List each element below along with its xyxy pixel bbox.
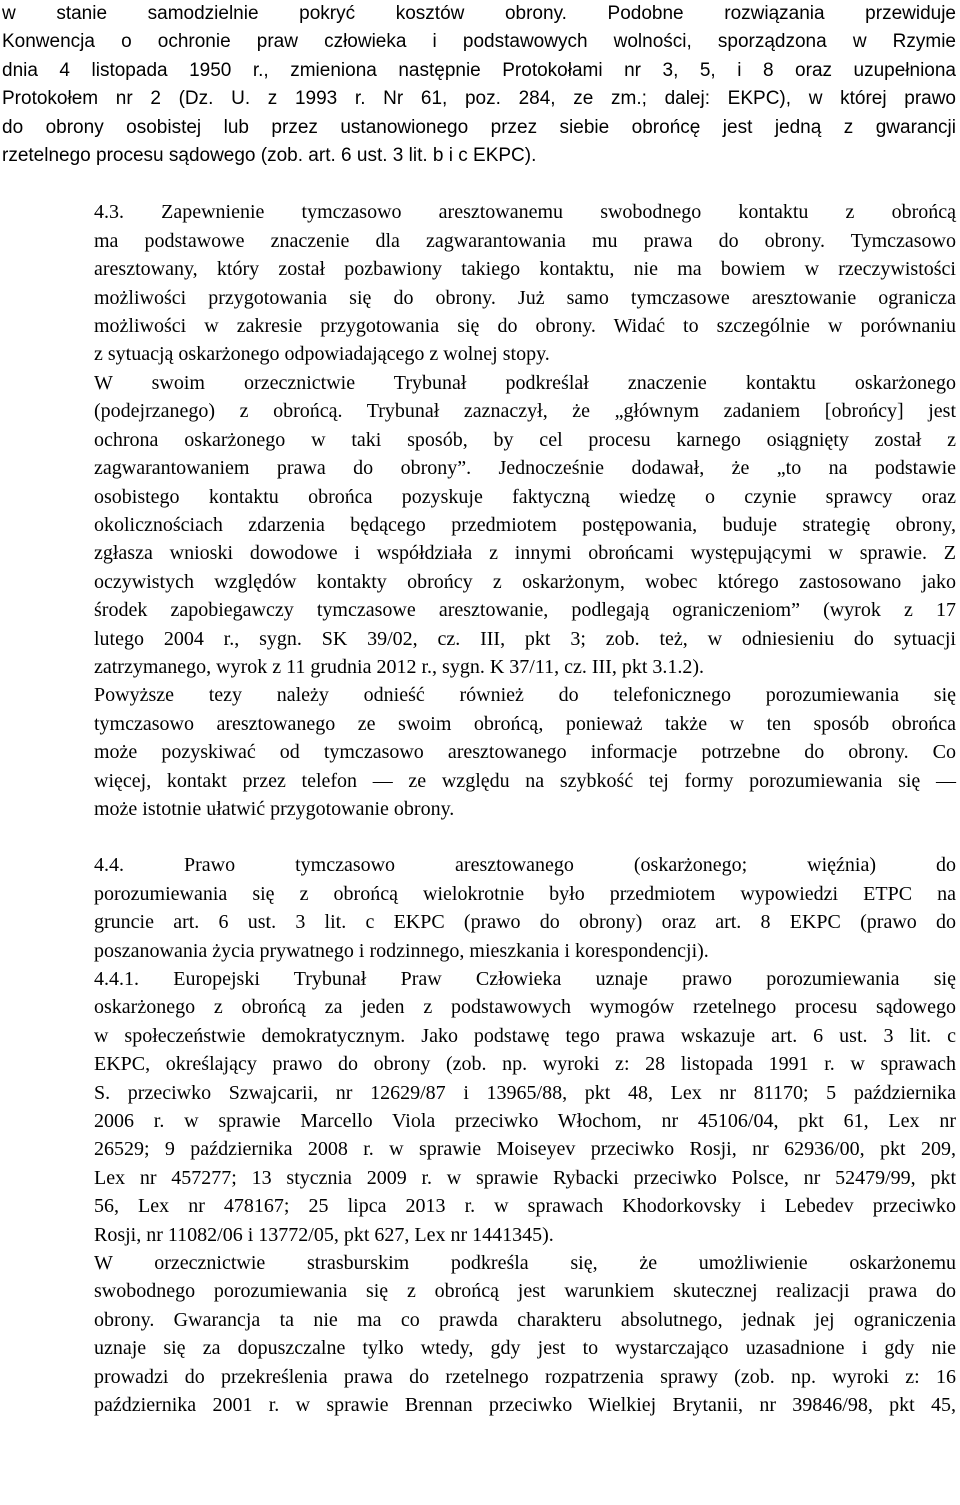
paragraph-p2 [2, 198, 956, 368]
text-line: osobistego kontaktu obrońca pozyskuje faktyczną wiedzę o czynie sprawcy oraz [94, 485, 956, 508]
text-line: z sytuacją oskarżonego odpowiadającego z wolnej stopy. [94, 343, 550, 366]
text-line: poszanowania życia prywatnego i rodzinnego, mieszkania i korespondencji). [94, 939, 709, 962]
text-line: Lex nr 457277; 13 stycznia 2009 r. w sprawie Rybacki przeciwko Polsce, nr 52479/99, pkt [94, 1166, 956, 1189]
text-line: rzetelnego procesu sądowego (zob. art. 6 ust. 3 lit. b i c EKPC). [2, 145, 537, 167]
text-line: może istotnie ułatwić przygotowanie obrony. [94, 797, 455, 820]
text-line: W swoim orzecznictwie Trybunał podkreślał znaczenie kontaktu oskarżonego [94, 371, 956, 394]
text-line: 26529; 9 października 2008 r. w sprawie Moiseyev przeciwko Rosji, nr 62936/00, pkt 209, [94, 1138, 956, 1161]
text-line: (podejrzanego) z obrońcą. Trybunał zaznaczył, że „głównym zadaniem [obrońcy] jest [94, 400, 956, 423]
text-line: swobodnego porozumiewania się z obrońcą jest warunkiem skutecznej realizacji prawa do [94, 1280, 956, 1303]
text-line: oczywistych względów kontakty obrońcy z oskarżonym, wobec którego zastosowano jako [94, 570, 956, 593]
text-line: 56, Lex nr 478167; 25 lipca 2013 r. w sprawach Khodorkovsky i Lebedev przeciwko [94, 1195, 956, 1218]
text-line: Rosji, nr 11082/06 i 13772/05, pkt 627, Lex nr 1441345). [94, 1223, 554, 1246]
text-line: 4.4. Prawo tymczasowo aresztowanego (oskarżonego; więźnia) do [94, 854, 956, 877]
text-line: 2006 r. w sprawie Marcello Viola przeciwko Włochom, nr 45106/04, pkt 61, Lex nr [94, 1110, 956, 1133]
text-line: tymczasowo aresztowanego ze swoim obrońcą, ponieważ także w ten sposób obrońca [94, 712, 956, 735]
text-line: W orzecznictwie strasburskim podkreśla się, że umożliwienie oskarżonemu [94, 1252, 956, 1275]
text-line: uznaje się za dopuszczalne tylko wtedy, gdy jest to wystarczająco uzasadnione i gdy nie [94, 1337, 956, 1360]
text-line: Protokołem nr 2 (Dz. U. z 1993 r. Nr 61, poz. 284, ze zm.; dalej: EKPC), w której prawo [2, 88, 956, 110]
text-line: środek zapobiegawczy tymczasowe aresztowanie, podlegają ograniczeniom” (wyrok z 17 [94, 599, 956, 622]
text-line: 4.3. Zapewnienie tymczasowo aresztowanemu swobodnego kontaktu z obrońcą [94, 201, 956, 224]
text-line: października 2001 r. w sprawie Brennan przeciwko Wielkiej Brytanii, nr 39846/98, pkt 45, [94, 1394, 956, 1417]
text-line: okolicznościach zdarzenia będącego przedmiotem postępowania, buduje strategię obrony, [94, 513, 956, 536]
text-line: obrony. Gwarancja ta nie ma co prawda charakteru absolutnego, jednak jej ograniczenia [94, 1308, 956, 1331]
text-line: może pozyskiwać od tymczasowo aresztowanego informacje potrzebne do obrony. Co [94, 741, 956, 764]
text-line: lutego 2004 r., sygn. SK 39/02, cz. III, pkt 3; zob. też, w odniesieniu do sytuacji [94, 627, 956, 650]
paragraph-p7 [2, 1249, 956, 1419]
text-line: ma podstawowe znaczenie dla zagwarantowania mu prawa do obrony. Tymczasowo [94, 229, 956, 252]
text-line: S. przeciwko Szwajcarii, nr 12629/87 i 13965/88, pkt 48, Lex nr 81170; 5 października [94, 1081, 956, 1104]
text-line: zatrzymanego, wyrok z 11 grudnia 2012 r., sygn. K 37/11, cz. III, pkt 3.1.2). [94, 655, 705, 678]
text-line: możliwości w zakresie przygotowania się do obrony. Widać to szczególnie w porównaniu [94, 315, 956, 338]
paragraph-p4 [2, 681, 956, 823]
text-line: zgłasza wnioski dowodowe i współdziała z innymi obrońcami występującymi w sprawie. Z [94, 542, 956, 565]
text-line: porozumiewania się z obrońcą wielokrotnie było przedmiotem wypowiedzi ETPC na [94, 882, 956, 905]
text-line: ochrona oskarżonego w taki sposób, by cel procesu karnego osiągnięty został z [94, 428, 956, 451]
text-line: Powyższe tezy należy odnieść również do telefonicznego porozumiewania się [94, 684, 956, 707]
text-line: prowadzi do przekreślenia prawa do rzetelnego rozpatrzenia sprawy (zob. np. wyroki z: 16 [94, 1365, 956, 1388]
text-line: w stanie samodzielnie pokryć kosztów obrony. Podobne rozwiązania przewiduje [2, 3, 956, 24]
text-line: do obrony osobistej lub przez ustanowionego przez siebie obrońcę jest jedną z gwarancji [2, 116, 956, 138]
text-line: Konwencja o ochronie praw człowieka i podstawowych wolności, sporządzona w Rzymie [2, 31, 956, 53]
text-line: zagwarantowaniem prawa do obrony”. Jednocześnie dodawał, że „to na podstawie [94, 457, 956, 480]
paragraph-p1 [2, 0, 956, 170]
text-line: w społeczeństwie demokratycznym. Jako podstawę tego prawa wskazuje art. 6 ust. 3 lit. c [94, 1024, 956, 1047]
text-line: możliwości przygotowania się do obrony. Już samo tymczasowe aresztowanie ogranicza [94, 286, 956, 309]
paragraph-p5 [2, 851, 956, 965]
text-line: aresztowany, który został pozbawiony takiego kontaktu, nie ma bowiem w rzeczywistości [94, 258, 956, 281]
text-line: EKPC, określający prawo do obrony (zob. np. wyroki z: 28 listopada 1991 r. w sprawach [94, 1053, 956, 1076]
text-line: 4.4.1. Europejski Trybunał Praw Człowieka uznaje prawo porozumiewania się [94, 968, 956, 990]
text-line: oskarżonego z obrońcą za jeden z podstawowych wymogów rzetelnego procesu sądowego [94, 996, 956, 1019]
paragraph-p3 [2, 369, 956, 681]
text-line: gruncie art. 6 ust. 3 lit. c EKPC (prawo do obrony) oraz art. 8 EKPC (prawo do [94, 911, 956, 934]
text-line: więcej, kontakt przez telefon — ze względu na szybkość tej formy porozumiewania się — [94, 769, 956, 792]
paragraph-p6 [2, 965, 956, 1249]
text-line: dnia 4 listopada 1950 r., zmieniona następnie Protokołami nr 3, 5, i 8 oraz uzupełniona [2, 59, 956, 81]
